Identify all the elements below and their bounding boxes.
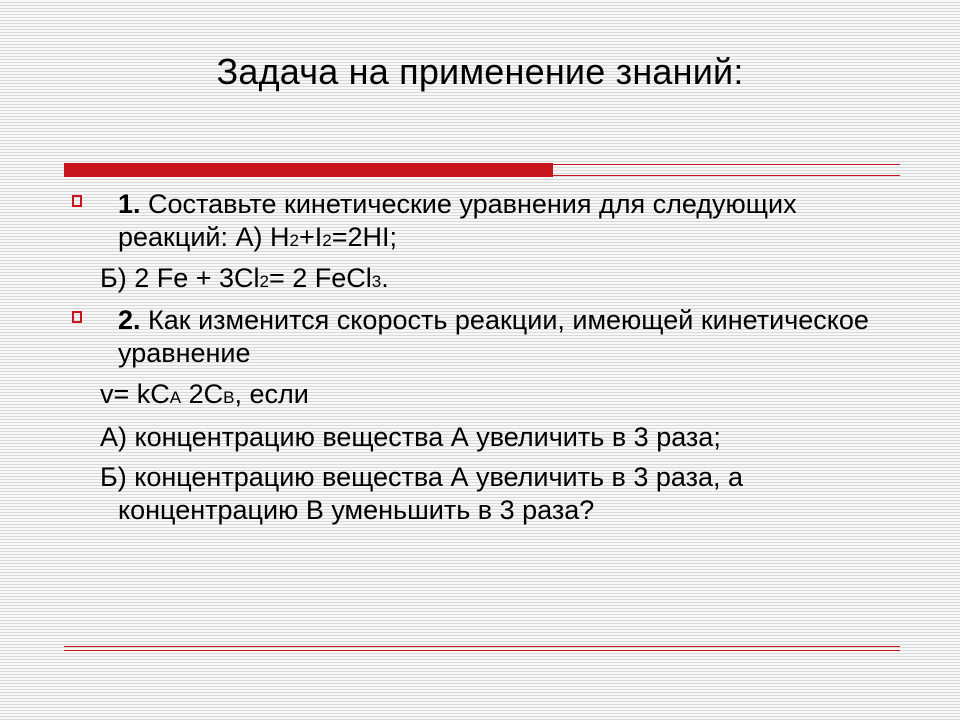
slide-content [72,188,902,527]
formula-part: v= kC [100,379,170,409]
task-2-text [118,305,869,368]
top-divider [64,163,900,177]
square-bullet-icon [72,195,82,207]
subscript: 2 [289,231,299,250]
formula-part: Б) 2 Fe + 3Cl [100,263,260,293]
task-2 [72,304,902,370]
top-divider-line [553,164,900,165]
task-2-number: 2. [118,305,141,335]
subscript: 2 [259,272,269,291]
bottom-divider-line [64,650,900,651]
formula-part: +I [298,222,323,252]
subscript: B [223,388,235,407]
formula-part: , если [234,379,309,409]
top-divider-line [553,175,900,176]
formula-part: = 2 FeCl [269,263,372,293]
formula-part: 2C [181,379,224,409]
bottom-divider [64,646,900,652]
formula-part: . [381,263,389,293]
task-1-number: 1. [118,189,141,219]
bottom-divider-line [64,646,900,647]
task-1-body: Составьте кинетические уравнения для следующих реакций: А) H [118,189,797,252]
option-a: А) концентрацию вещества А увеличить в 3 раза; [100,422,721,452]
subscript: 3 [371,272,382,291]
subscript: 2 [322,231,332,250]
slide-title: Задача на применение знаний: [216,51,744,92]
task-2-body: Как изменится скорость реакции, имеющей кинетическое уравнение [118,305,869,368]
square-bullet-icon [72,311,82,323]
task-1 [72,188,902,257]
option-b: Б) концентрацию вещества А увеличить в 3 раза, а концентрацию В уменьшить в 3 раза? [100,462,744,525]
task-1-text [118,189,797,252]
top-divider-bar [64,163,553,177]
subscript: A [169,388,182,407]
formula-part: =2HI; [331,222,398,252]
kinetic-equation [72,378,902,414]
task-1-reaction-b [72,262,902,298]
